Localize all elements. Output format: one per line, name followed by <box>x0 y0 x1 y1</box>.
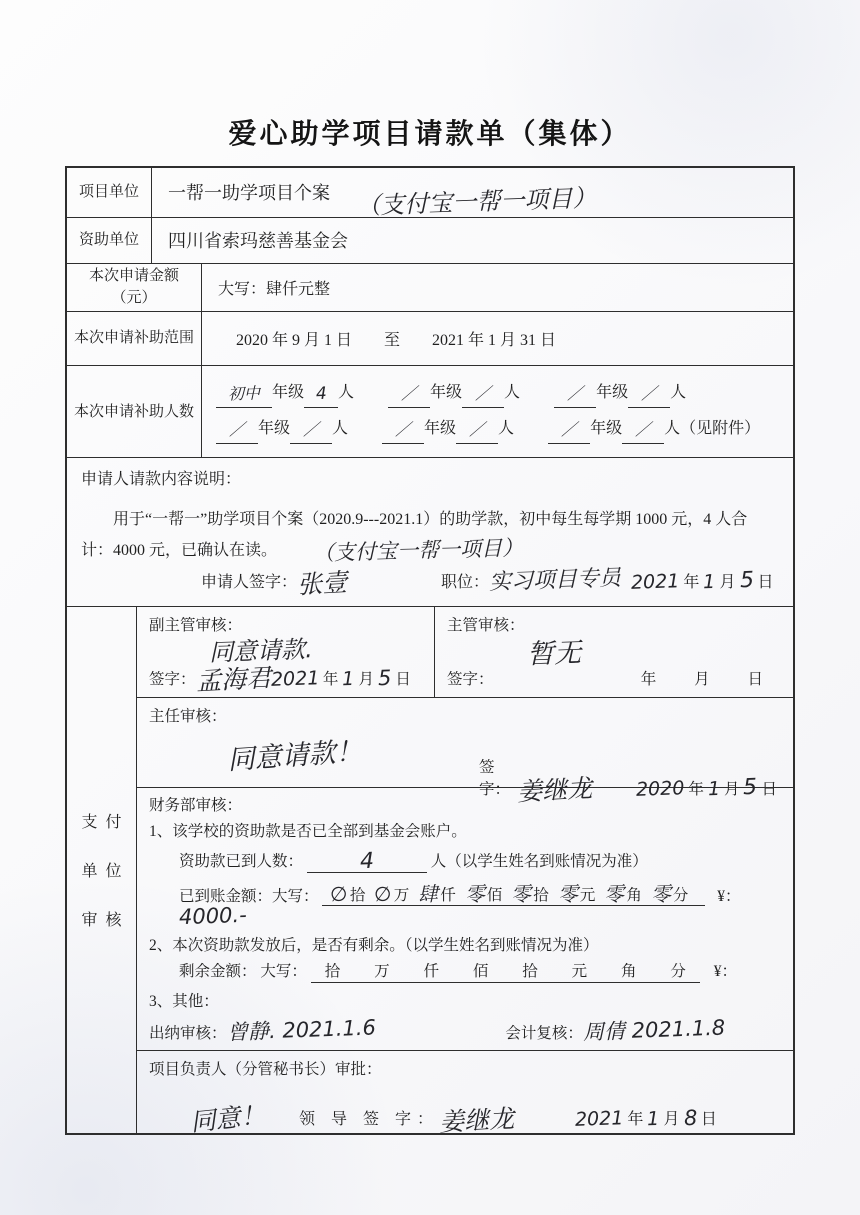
manager-sign-line <box>447 667 781 691</box>
month-label: 月 <box>719 573 736 591</box>
deputy-review-cell <box>137 607 435 697</box>
grade-blank-5: ／ <box>394 420 412 440</box>
grade-word: 年级 <box>258 420 291 438</box>
day-label: 日 <box>757 573 774 591</box>
digit-4: 零 <box>464 881 486 907</box>
digit-6: 零 <box>557 881 579 907</box>
deputy-day: 5 <box>377 665 392 690</box>
page-title: 爱心助学项目请款单（集体） <box>228 119 632 150</box>
finance-review-cell <box>137 788 793 1050</box>
deputy-sign-label: 签字： <box>149 670 196 688</box>
leader-year: 2021 <box>574 1107 624 1131</box>
arrived-count: 4 <box>359 848 375 874</box>
row-amount <box>67 263 793 311</box>
finance-remain-line <box>179 964 781 983</box>
digit-5: 零 <box>510 881 532 907</box>
day-label: 日 <box>761 780 777 798</box>
year-label: 年 <box>683 573 700 591</box>
leader-comment: 同意！ <box>189 1100 267 1137</box>
applicant-signature: 张壹 <box>296 567 348 600</box>
finance-q1: 1、该学校的资助款是否已全部到基金会账户。 <box>149 823 467 841</box>
deputy-comment: 同意请款. <box>208 635 314 667</box>
finance-title: 财务部审核： <box>149 796 243 814</box>
leader-sign-label: 领 导 签 字： <box>299 1110 440 1128</box>
sub-row-leader <box>137 1050 793 1137</box>
director-year: 2020 <box>635 776 685 801</box>
leader-approval-cell <box>137 1051 793 1137</box>
people-line-2 <box>216 415 779 444</box>
grade-blank-6: ／ <box>560 420 578 440</box>
person-word: 人 <box>332 420 349 438</box>
yen-label: ¥： <box>717 887 741 905</box>
project-unit-handwritten: （支付宝一帮一项目） <box>355 184 597 221</box>
row-project-unit <box>67 168 793 221</box>
digit-8: 零 <box>650 881 672 907</box>
deputy-title: 副主管审核： <box>149 616 243 634</box>
remain-units-blank: 拾 万 仟 佰 拾 元 角 分 <box>311 964 700 983</box>
year-label: 年 <box>688 780 704 798</box>
attachment-note: 人（见附件） <box>664 420 761 438</box>
manager-empty-date: 年 月 日 <box>640 670 763 688</box>
director-sign-label: 签字： <box>479 758 511 798</box>
director-month: 1 <box>707 777 721 800</box>
accountant-label: 会计复核： <box>505 1024 583 1042</box>
manager-title: 主管审核： <box>447 616 525 634</box>
funding-unit-value: 四川省索玛慈善基金会 <box>168 231 348 252</box>
people-content <box>202 366 793 457</box>
unit-1: 拾 <box>349 887 366 905</box>
unit-6: 元 <box>579 887 596 905</box>
payer-label-3: 审核 <box>81 912 130 930</box>
payer-label-1: 支付 <box>81 814 130 832</box>
accountant-value: 周倩 2021.1.8 <box>582 1015 726 1045</box>
cashier-value: 曾静. 2021.1.6 <box>226 1015 376 1045</box>
person-word: 人 <box>504 384 521 402</box>
count-blank-3: ／ <box>640 383 658 404</box>
person-word: 人 <box>338 384 355 402</box>
people-line-1 <box>216 379 779 408</box>
finance-q2: 2、本次资助款发放后，是否有剩余。（以学生姓名到账情况为准） <box>149 936 599 954</box>
form-table <box>65 166 795 1135</box>
grade-word: 年级 <box>590 420 623 438</box>
count-blank-4: ／ <box>302 420 320 440</box>
yen-value: 4000.- <box>178 902 248 929</box>
director-comment: 同意请款！ <box>226 735 364 777</box>
leader-signature: 姜继龙 <box>438 1103 515 1137</box>
unit-3: 仟 <box>440 887 456 905</box>
unit-2: 万 <box>393 887 410 905</box>
grade-blank-1: 初中 <box>227 383 261 404</box>
unit-5: 拾 <box>533 887 549 905</box>
director-title: 主任审核： <box>149 707 227 725</box>
digit-7: 零 <box>603 881 625 907</box>
deputy-signature: 孟海君 <box>194 662 272 696</box>
applicant-year: 2021 <box>630 570 680 594</box>
applicant-month: 1 <box>703 570 716 594</box>
deputy-sign-line <box>149 662 422 696</box>
row-period <box>67 311 793 366</box>
statement-header: 申请人请款内容说明： <box>81 471 242 489</box>
person-word: 人 <box>670 384 687 402</box>
grade-word: 年级 <box>272 384 305 402</box>
manager-comment: 暂无 <box>526 637 582 671</box>
finance-arrived-line <box>179 848 781 874</box>
finance-q3: 3、其他： <box>149 992 219 1010</box>
remain-yen-label: ¥： <box>713 963 738 981</box>
position-label: 职位： <box>441 573 490 591</box>
leader-month: 1 <box>646 1107 660 1131</box>
period-label: 本次申请补助范围 <box>67 312 202 366</box>
funding-unit-label: 资助单位 <box>67 218 152 264</box>
cashier-label: 出纳审核： <box>149 1024 227 1042</box>
deputy-month: 1 <box>342 667 355 690</box>
statement-text: 用于“一帮一”助学项目个案（2020.9---2021.1）的助学款，初中每生每学期 1000 元，4 人合计：4000 元，已确认在读。 <box>81 511 748 559</box>
manager-review-cell <box>435 607 793 697</box>
manager-sign-label: 签字： <box>447 670 494 688</box>
month-label: 月 <box>723 780 740 798</box>
remain-label: 剩余金额： 大写： <box>179 963 307 981</box>
amount-value: 大写：肆仟元整 <box>218 280 331 298</box>
day-label: 日 <box>700 1110 717 1128</box>
sub-row-deputy-manager <box>137 607 793 697</box>
sub-row-finance <box>137 787 793 1050</box>
finance-cashier-line <box>149 1015 781 1045</box>
year-label: 年 <box>322 670 339 688</box>
grade-blank-2: ／ <box>400 383 418 404</box>
arrived-suffix: 人（以学生姓名到账情况为准） <box>430 852 648 870</box>
amount-line-label: 已到账金额：大写： <box>179 887 319 905</box>
digit-1: ∅ <box>329 881 349 907</box>
year-label: 年 <box>627 1110 644 1128</box>
grade-word: 年级 <box>430 384 463 402</box>
amount-label: 本次申请金额（元） <box>67 264 202 311</box>
deputy-year: 2021 <box>270 666 320 691</box>
period-value: 2020 年 9 月 1 日 至 2021 年 1 月 31 日 <box>236 331 557 349</box>
statement-handwritten: （支付宝一帮一项目） <box>312 535 524 566</box>
digit-2: ∅ <box>373 881 393 907</box>
amount-filled-blank <box>322 881 705 907</box>
count-blank-6: ／ <box>634 420 652 440</box>
unit-4: 佰 <box>486 887 503 905</box>
finance-amount-line <box>178 881 781 929</box>
count-blank-2: ／ <box>474 383 492 404</box>
count-blank-5: ／ <box>468 420 486 440</box>
grade-blank-4: ／ <box>228 420 246 440</box>
grade-blank-3: ／ <box>566 383 584 404</box>
row-payer-review <box>67 606 793 1137</box>
unit-7: 角 <box>626 887 642 905</box>
count-blank-1: 4 <box>315 384 327 405</box>
row-people <box>67 365 793 457</box>
day-label: 日 <box>395 670 411 688</box>
person-word: 人 <box>498 420 515 438</box>
director-day: 5 <box>743 774 758 800</box>
position-value: 实习项目专员 <box>488 565 622 596</box>
applicant-day: 5 <box>739 567 754 594</box>
grade-word: 年级 <box>424 420 457 438</box>
row-funding-unit <box>67 217 793 264</box>
project-unit-value: 一帮一助学项目个案 <box>168 183 330 204</box>
leader-day: 8 <box>683 1105 698 1131</box>
month-label: 月 <box>358 670 375 688</box>
leader-title: 项目负责人（分管秘书长）审批： <box>149 1060 382 1078</box>
people-label: 本次申请补助人数 <box>67 366 202 457</box>
arrived-label: 资助款已到人数： <box>179 852 304 870</box>
payer-label-2: 单位 <box>81 863 130 881</box>
unit-8: 分 <box>672 887 689 905</box>
row-statement <box>67 457 793 606</box>
project-unit-label: 项目单位 <box>67 168 152 217</box>
statement-body <box>81 505 779 566</box>
director-signature: 姜继龙 <box>516 773 593 807</box>
grade-word: 年级 <box>596 384 629 402</box>
month-label: 月 <box>663 1110 680 1128</box>
payer-review-vertical-label <box>67 607 137 1133</box>
digit-3: 肆 <box>417 881 439 907</box>
applicant-sign-label: 申请人签字： <box>201 573 298 591</box>
applicant-sign-line <box>81 567 779 600</box>
